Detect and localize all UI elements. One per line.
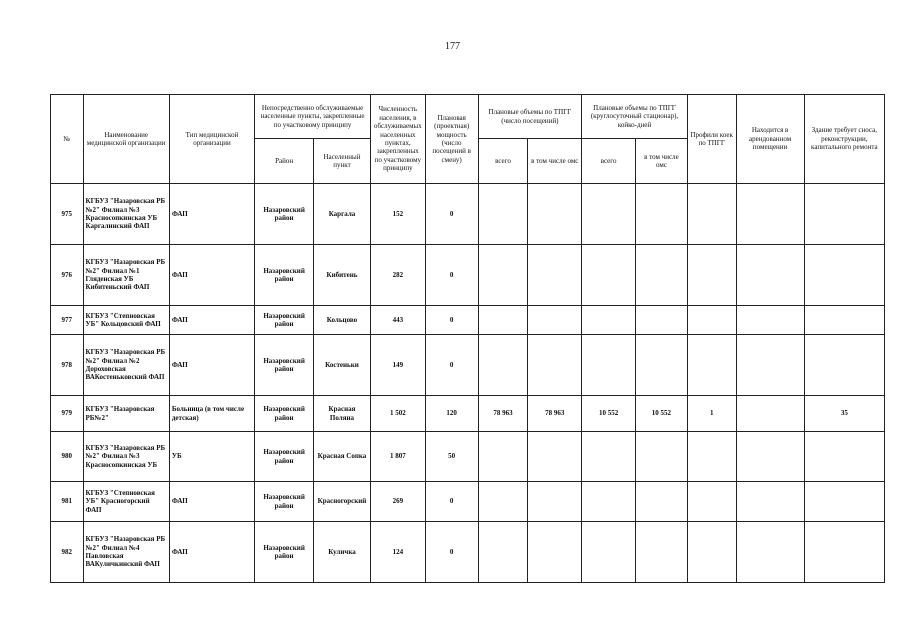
header-ppg-beds: Плановые объемы по ТПГГ (круглосуточный стационар), койко-дней <box>582 95 688 139</box>
row-visits-oms <box>528 184 582 245</box>
header-district: Район <box>255 139 314 184</box>
row-rented <box>736 245 804 306</box>
row-district: Назаровский район <box>255 335 314 396</box>
row-population: 282 <box>370 245 425 306</box>
row-num: 978 <box>51 335 84 396</box>
header-med-type: Тип медицинской организации <box>169 95 254 184</box>
row-building-repair <box>804 245 884 306</box>
row-visits-total <box>478 335 528 396</box>
row-building-repair <box>804 482 884 522</box>
row-org-name: КГБУЗ "Назаровская РБ №2" Филиал №3 Красносопкинская УБ <box>83 432 169 482</box>
row-bed-profiles: 1 <box>687 396 736 432</box>
row-visits-oms <box>528 245 582 306</box>
row-beds-total <box>582 335 636 396</box>
row-org-name: КГБУЗ "Назаровская РБ №2" Филиал №3 Красносопкинская УБ Каргалинский ФАП <box>83 184 169 245</box>
row-beds-oms <box>636 245 688 306</box>
row-settlement: Красная Сопка <box>314 432 371 482</box>
row-bed-profiles <box>687 335 736 396</box>
row-beds-total <box>582 184 636 245</box>
row-num: 981 <box>51 482 84 522</box>
row-building-repair <box>804 432 884 482</box>
table-row <box>51 335 885 396</box>
row-visits-total <box>478 245 528 306</box>
row-visits-oms <box>528 482 582 522</box>
row-bed-profiles <box>687 482 736 522</box>
header-ppg-visits: Плановые объемы по ТПГГ (число посещений) <box>478 95 582 139</box>
table-row <box>51 482 885 522</box>
row-rented <box>736 482 804 522</box>
row-org-name: КГБУЗ "Степновская УБ" Красногорский ФАП <box>83 482 169 522</box>
header-visits-total: всего <box>478 139 528 184</box>
row-beds-total <box>582 306 636 335</box>
row-population: 124 <box>370 522 425 583</box>
row-settlement: Красная Поляна <box>314 396 371 432</box>
row-beds-oms: 10 552 <box>636 396 688 432</box>
row-beds-oms <box>636 184 688 245</box>
row-population: 1 502 <box>370 396 425 432</box>
row-visits-total <box>478 482 528 522</box>
row-settlement: Кольцово <box>314 306 371 335</box>
row-num: 982 <box>51 522 84 583</box>
row-beds-oms <box>636 432 688 482</box>
row-med-type: ФАП <box>169 335 254 396</box>
row-beds-oms <box>636 482 688 522</box>
row-population: 152 <box>370 184 425 245</box>
row-district: Назаровский район <box>255 184 314 245</box>
row-beds-oms <box>636 306 688 335</box>
row-district: Назаровский район <box>255 482 314 522</box>
row-rented <box>736 396 804 432</box>
row-med-type: ФАП <box>169 482 254 522</box>
row-beds-total <box>582 432 636 482</box>
header-settlement: Населенный пункт <box>314 139 371 184</box>
row-num: 976 <box>51 245 84 306</box>
row-population: 269 <box>370 482 425 522</box>
row-med-type: ФАП <box>169 184 254 245</box>
row-population: 149 <box>370 335 425 396</box>
row-num: 980 <box>51 432 84 482</box>
row-population: 443 <box>370 306 425 335</box>
row-capacity: 0 <box>425 335 478 396</box>
row-visits-oms <box>528 306 582 335</box>
row-org-name: КГБУЗ "Назаровская РБ №2" Филиал №4 Павловская ВАКуличкинский ФАП <box>83 522 169 583</box>
row-beds-total <box>582 522 636 583</box>
row-district: Назаровский район <box>255 432 314 482</box>
header-served-settlements: Непосредственно обслуживаемые населенные пункты, закрепленные по участковому принципу <box>255 95 371 139</box>
row-capacity: 120 <box>425 396 478 432</box>
row-num: 979 <box>51 396 84 432</box>
row-bed-profiles <box>687 306 736 335</box>
row-org-name: КГБУЗ "Степновская УБ" Кольцовский ФАП <box>83 306 169 335</box>
medical-organizations-table <box>50 94 885 583</box>
row-building-repair <box>804 522 884 583</box>
row-building-repair <box>804 306 884 335</box>
row-med-type: ФАП <box>169 245 254 306</box>
row-org-name: КГБУЗ "Назаровская РБ№2" <box>83 396 169 432</box>
row-beds-total <box>582 245 636 306</box>
row-capacity: 0 <box>425 522 478 583</box>
row-visits-oms <box>528 432 582 482</box>
row-capacity: 0 <box>425 245 478 306</box>
row-bed-profiles <box>687 522 736 583</box>
row-settlement: Красногорский <box>314 482 371 522</box>
row-visits-total <box>478 306 528 335</box>
row-visits-oms <box>528 522 582 583</box>
row-population: 1 807 <box>370 432 425 482</box>
row-med-type: Больница (в том числе детская) <box>169 396 254 432</box>
header-org-name: Наименование медицинской организации <box>83 95 169 184</box>
row-building-repair <box>804 335 884 396</box>
row-org-name: КГБУЗ "Назаровская РБ №2" Филиал №1 Гляденская УБ Кибитеньский ФАП <box>83 245 169 306</box>
table-row <box>51 184 885 245</box>
row-district: Назаровский район <box>255 396 314 432</box>
row-district: Назаровский район <box>255 306 314 335</box>
row-beds-oms <box>636 522 688 583</box>
header-beds-total: всего <box>582 139 636 184</box>
row-beds-total <box>582 482 636 522</box>
header-capacity: Плановая (проектная) мощность (число посещений в смену) <box>425 95 478 184</box>
row-district: Назаровский район <box>255 245 314 306</box>
header-population: Численность населения, в обслуживаемых населенных пунктах, закрепленных по участковому принципу <box>370 95 425 184</box>
table-row <box>51 522 885 583</box>
row-beds-oms <box>636 335 688 396</box>
row-district: Назаровский район <box>255 522 314 583</box>
table-row <box>51 432 885 482</box>
table-row <box>51 306 885 335</box>
row-building-repair: 35 <box>804 396 884 432</box>
table-row <box>51 396 885 432</box>
row-rented <box>736 522 804 583</box>
table-row <box>51 245 885 306</box>
row-settlement: Куличка <box>314 522 371 583</box>
row-med-type: ФАП <box>169 306 254 335</box>
header-num: № <box>51 95 84 184</box>
row-num: 977 <box>51 306 84 335</box>
row-capacity: 0 <box>425 306 478 335</box>
row-visits-oms <box>528 335 582 396</box>
row-visits-total <box>478 184 528 245</box>
row-bed-profiles <box>687 184 736 245</box>
page-number: 177 <box>445 41 460 52</box>
row-capacity: 0 <box>425 184 478 245</box>
row-rented <box>736 306 804 335</box>
row-visits-total: 78 963 <box>478 396 528 432</box>
row-visits-total <box>478 432 528 482</box>
row-num: 975 <box>51 184 84 245</box>
row-rented <box>736 335 804 396</box>
row-settlement: Каргала <box>314 184 371 245</box>
row-settlement: Кибитень <box>314 245 371 306</box>
row-rented <box>736 184 804 245</box>
header-visits-oms: в том числе омс <box>528 139 582 184</box>
header-bed-profiles: Профили коек по ТПГГ <box>687 95 736 184</box>
row-beds-total: 10 552 <box>582 396 636 432</box>
row-med-type: ФАП <box>169 522 254 583</box>
row-bed-profiles <box>687 245 736 306</box>
row-org-name: КГБУЗ "Назаровская РБ №2" Филиал №2 Дороховская ВАКостеньковский ФАП <box>83 335 169 396</box>
header-building-repair: Здание требует сноса, реконструкции, капитального ремонта <box>804 95 884 184</box>
row-capacity: 50 <box>425 432 478 482</box>
row-rented <box>736 432 804 482</box>
row-settlement: Костеньки <box>314 335 371 396</box>
row-capacity: 0 <box>425 482 478 522</box>
header-rented: Находится в арендованном помещении <box>736 95 804 184</box>
row-visits-oms: 78 963 <box>528 396 582 432</box>
row-bed-profiles <box>687 432 736 482</box>
row-building-repair <box>804 184 884 245</box>
row-med-type: УБ <box>169 432 254 482</box>
row-visits-total <box>478 522 528 583</box>
header-beds-oms: в том числе омс <box>636 139 688 184</box>
